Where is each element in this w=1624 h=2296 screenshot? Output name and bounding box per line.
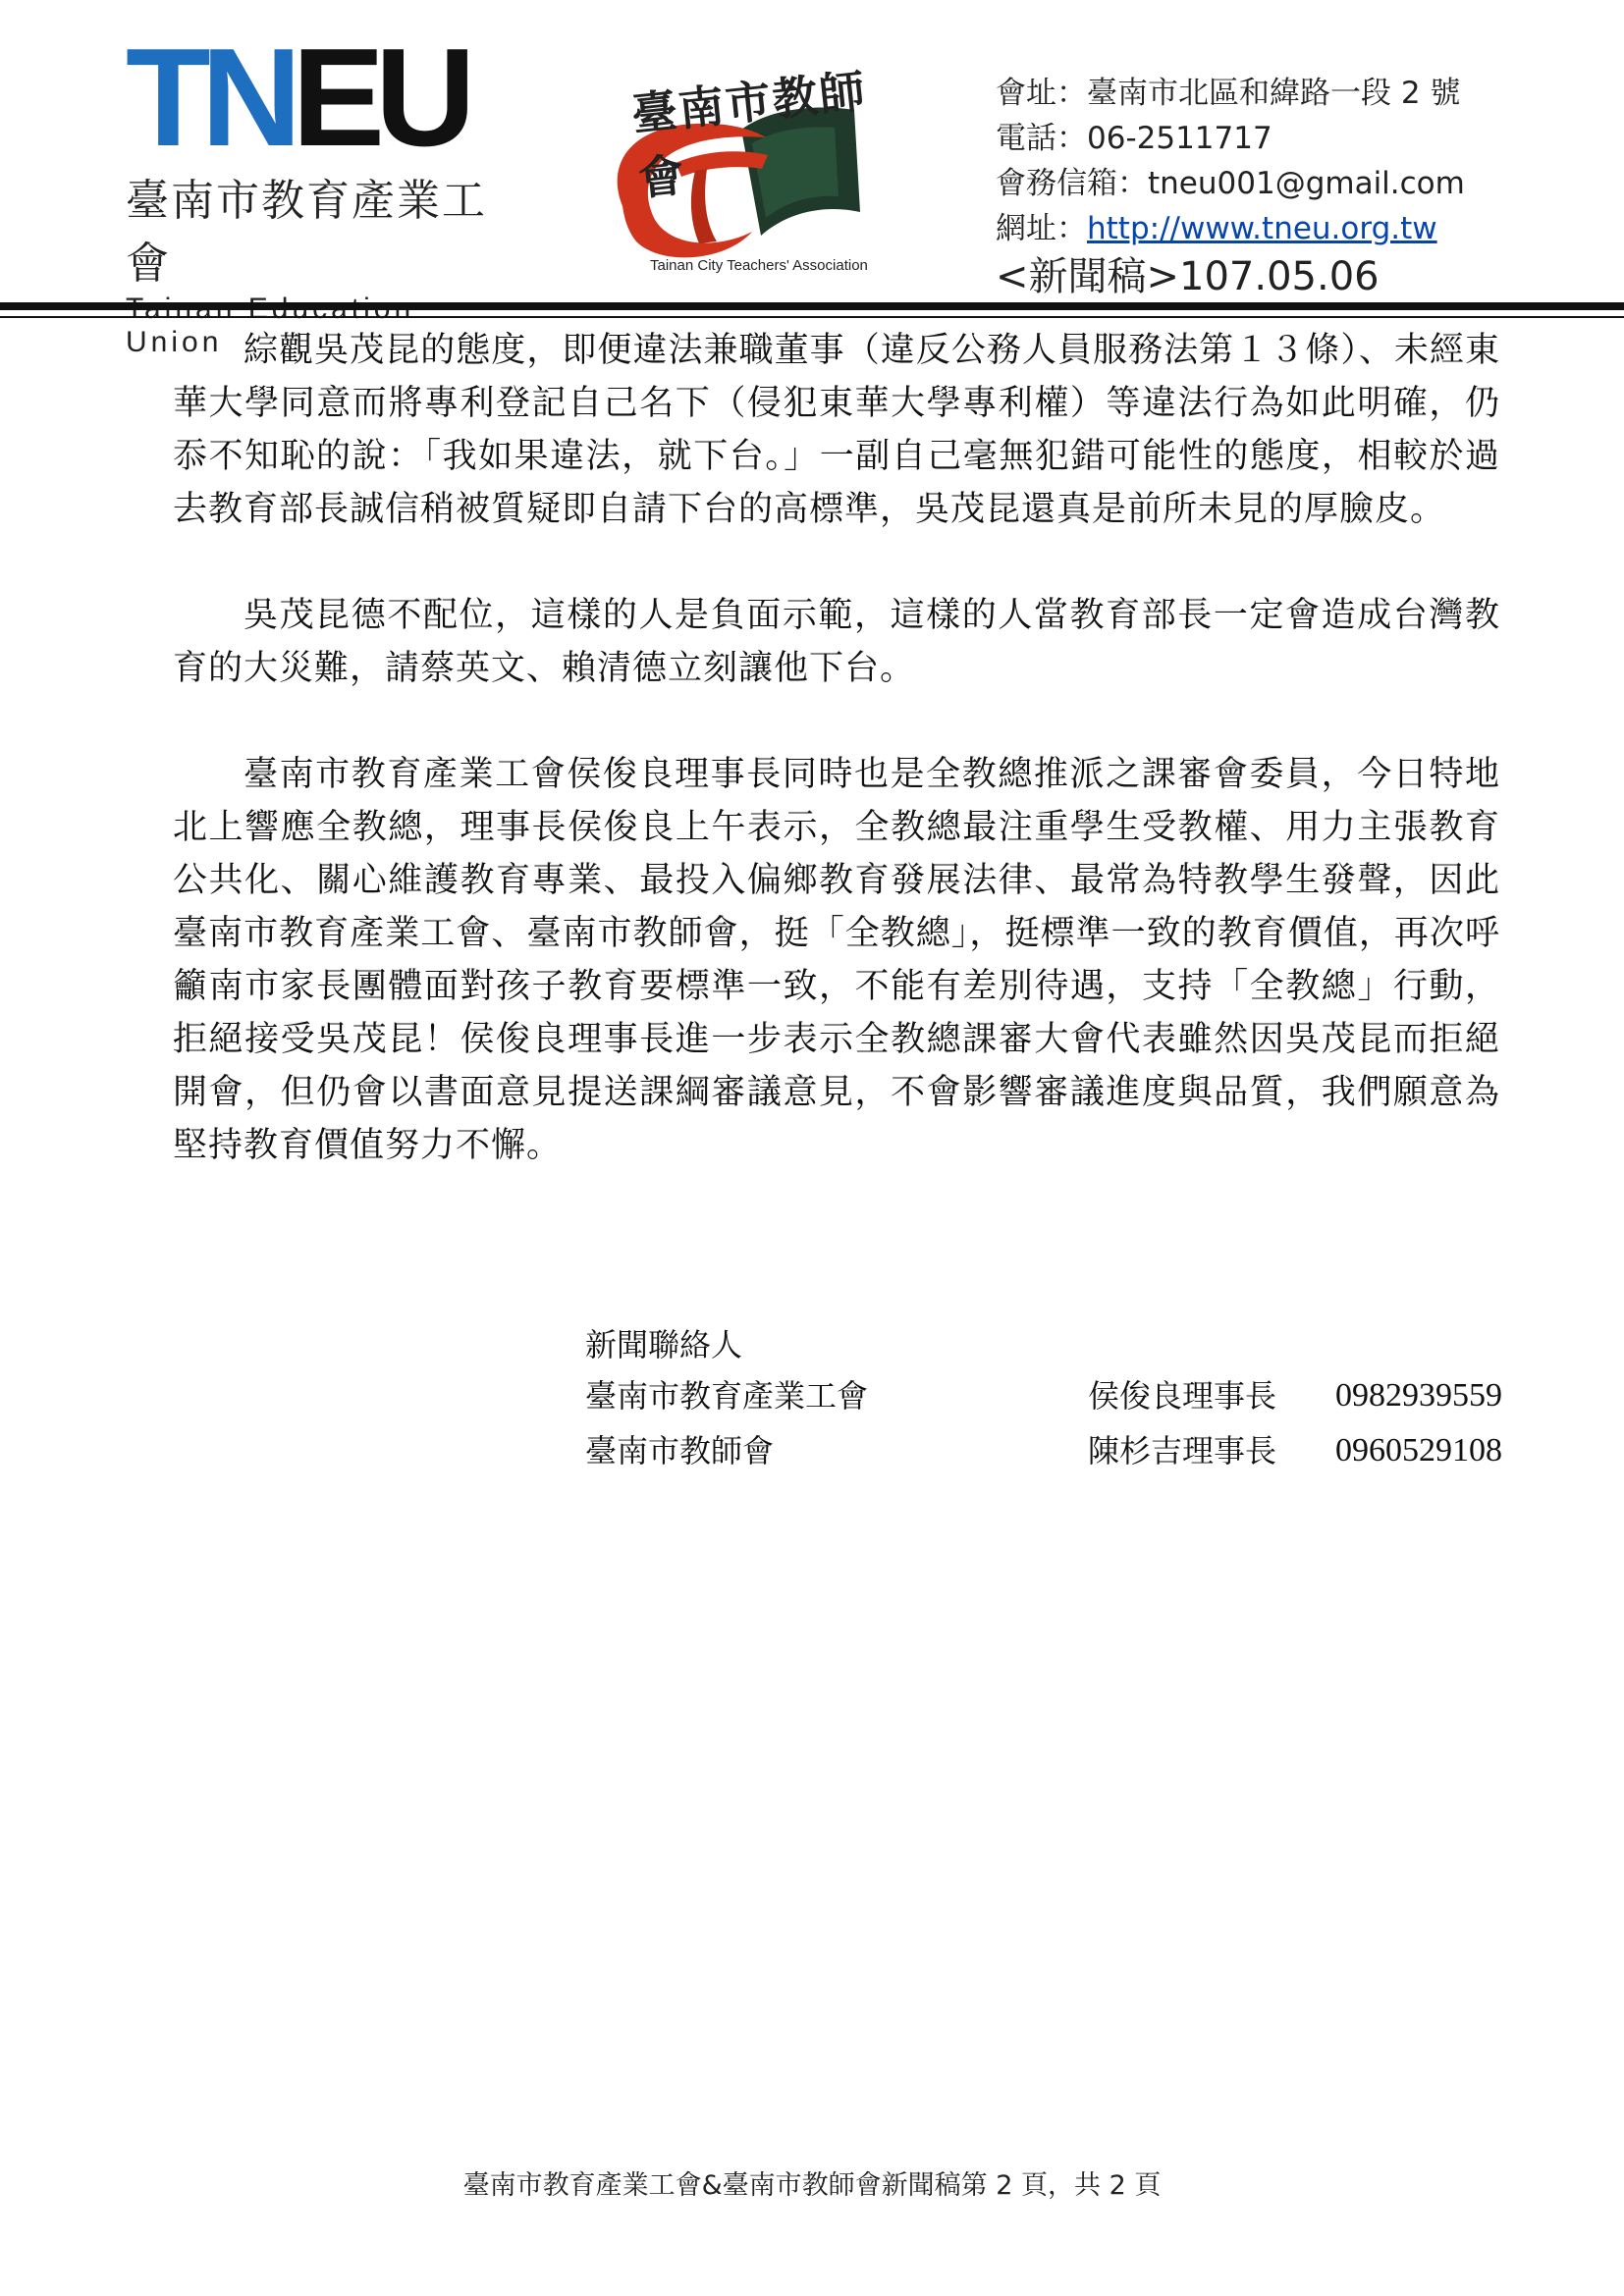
contact-org: 臺南市教師會 xyxy=(585,1432,775,1469)
tneu-wordmark xyxy=(126,20,514,176)
press-contact-row xyxy=(585,1368,1508,1423)
contact-email: 會務信箱：tneu001@gmail.com xyxy=(996,166,1465,201)
contact-website-label: 網址： xyxy=(996,211,1087,246)
contact-person: 侯俊良理事長 xyxy=(1088,1377,1277,1415)
tneu-wordmark-black: EU xyxy=(292,20,466,176)
paragraph-1: 綜觀吳茂昆的態度，即便違法兼職董事（違反公務人員服務法第１３條）、未經東華大學同意而將專利登記自己名下（侵犯東華大學專利權）等違法行為如此明確，仍忝不知恥的說：「我如果違法，就下台。」一副自己毫無犯錯可能性的態度，相較於過去教育部長誠信稍被質疑即自請下台的高標準，吳茂昆還真是前所未見的厚臉皮。 xyxy=(173,331,1500,529)
header-divider-thick xyxy=(0,302,1624,310)
press-contacts xyxy=(585,1317,1508,1478)
paragraph-3: 臺南市教育產業工會侯俊良理事長同時也是全教總推派之課審會委員，今日特地北上響應全教總，理事長侯俊良上午表示，全教總最注重學生受教權、用力主張教育公共化、關心維護教育專業、最投入偏鄉教育發展法律、最常為特教學生發聲，因此臺南市教育產業工會、臺南市教師會，挺「全教總」，挺標準一致的教育價值，再次呼籲南市家長團體面對孩子教育要標準一致，不能有差別待遇，支持「全教總」行動，拒絕接受吳茂昆！侯俊良理事長進一步表示全教總課審大會代表雖然因吳茂昆而拒絕開會，但仍會以書面意見提送課綱審議意見，不會影響審議進度與品質，我們願意為堅持教育價值努力不懈。 xyxy=(173,755,1500,1165)
contact-block xyxy=(996,71,1465,302)
contact-website xyxy=(996,206,1465,251)
paragraph-2: 吳茂昆德不配位，這樣的人是負面示範，這樣的人當教育部長一定會造成台灣教育的大災難，請蔡英文、賴清德立刻讓他下台。 xyxy=(173,596,1500,688)
tneu-name-en: Union xyxy=(126,326,223,358)
page-footer: 臺南市教育產業工會&臺南市教師會新聞稿第 2 頁，共 2 頁 xyxy=(462,2170,1162,2201)
contact-phone: 電話：06-2511717 xyxy=(996,121,1272,156)
tneu-name-cn: 臺南市教育產業工會 xyxy=(126,176,487,289)
press-contacts-heading: 新聞聯絡人 xyxy=(585,1326,743,1363)
tneu-wordmark-blue: TN xyxy=(126,20,293,176)
contact-address: 會址：臺南市北區和緯路一段 2 號 xyxy=(996,76,1461,111)
press-release-date: <新聞稿>107.05.06 xyxy=(996,254,1380,299)
press-contact-row xyxy=(585,1423,1508,1478)
teachers-association-logo xyxy=(560,39,913,285)
contact-org: 臺南市教育產業工會 xyxy=(585,1377,869,1415)
header-divider-thin xyxy=(0,316,1624,318)
tneu-logo xyxy=(126,20,514,359)
website-link[interactable]: http://www.tneu.org.tw xyxy=(1087,211,1437,246)
contact-phone-number: 0982939559 xyxy=(1335,1377,1502,1414)
article-body xyxy=(173,324,1500,1172)
contact-phone-number: 0960529108 xyxy=(1335,1432,1502,1468)
teachers-association-title: 臺南市教師會 xyxy=(628,64,870,206)
contact-person: 陳杉吉理事長 xyxy=(1088,1432,1277,1469)
teachers-association-caption: Tainan City Teachers' Association xyxy=(650,257,868,274)
